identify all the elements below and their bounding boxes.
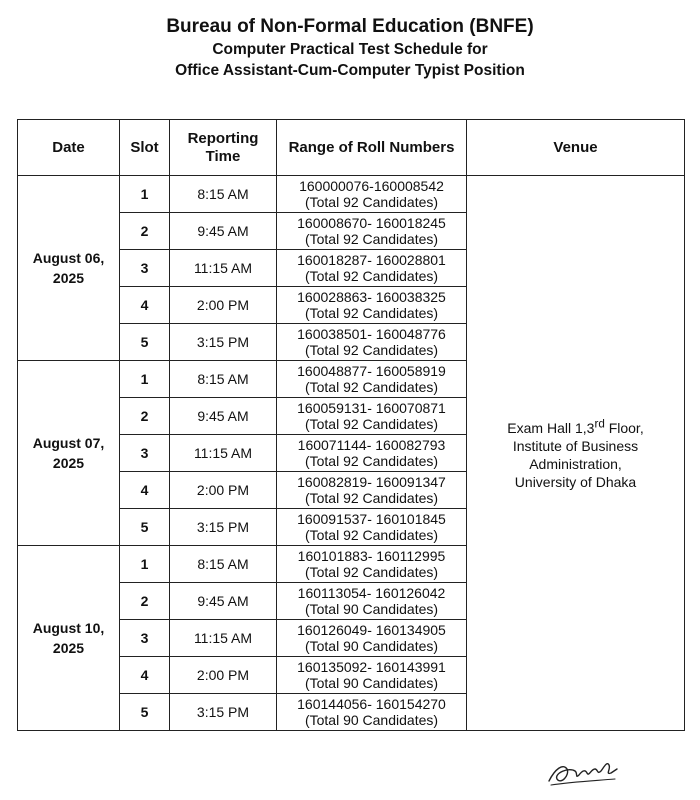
candidate-total: (Total 92 Candidates) xyxy=(304,416,439,432)
range-cell xyxy=(277,324,467,361)
time-cell: 2:00 PM xyxy=(170,287,277,324)
slot-cell: 3 xyxy=(120,620,170,657)
date-cell xyxy=(18,176,120,361)
column-header-reporting-time xyxy=(170,120,277,176)
venue-line3: Administration, xyxy=(529,455,622,472)
reporting-header-line1: Reporting xyxy=(187,129,259,147)
slot-cell: 1 xyxy=(120,546,170,583)
range-cell xyxy=(277,509,467,546)
range-cell xyxy=(277,361,467,398)
candidate-total: (Total 90 Candidates) xyxy=(304,638,439,654)
roll-range: 160101883- 160112995 xyxy=(297,548,446,564)
date-line2: 2025 xyxy=(52,455,85,471)
time-cell: 9:45 AM xyxy=(170,398,277,435)
roll-range: 160000076-160008542 xyxy=(299,178,444,194)
venue-line2: Institute of Business xyxy=(512,437,639,454)
date-line1: August 07, xyxy=(32,435,105,451)
signature-icon xyxy=(545,755,620,790)
column-header-date: Date xyxy=(18,120,120,176)
range-cell xyxy=(277,657,467,694)
time-cell: 9:45 AM xyxy=(170,583,277,620)
roll-range: 160038501- 160048776 xyxy=(297,326,446,342)
time-cell: 3:15 PM xyxy=(170,694,277,731)
date-line1: August 10, xyxy=(32,620,105,636)
date-line2: 2025 xyxy=(52,270,85,286)
venue-line4: University of Dhaka xyxy=(514,473,637,490)
time-cell: 11:15 AM xyxy=(170,620,277,657)
time-cell: 2:00 PM xyxy=(170,472,277,509)
document-subtitle-2: Office Assistant-Cum-Computer Typist Position xyxy=(175,62,525,79)
candidate-total: (Total 90 Candidates) xyxy=(304,601,439,617)
venue-cell xyxy=(467,176,685,731)
candidate-total: (Total 92 Candidates) xyxy=(304,342,439,358)
slot-cell: 3 xyxy=(120,250,170,287)
slot-cell: 1 xyxy=(120,361,170,398)
candidate-total: (Total 92 Candidates) xyxy=(304,379,439,395)
roll-range: 160028863- 160038325 xyxy=(297,289,446,305)
range-cell xyxy=(277,287,467,324)
range-cell xyxy=(277,583,467,620)
roll-range: 160018287- 160028801 xyxy=(297,252,446,268)
roll-range: 160144056- 160154270 xyxy=(297,696,446,712)
reporting-header-line2: Time xyxy=(205,147,241,165)
slot-cell: 4 xyxy=(120,287,170,324)
time-cell: 8:15 AM xyxy=(170,176,277,213)
time-cell: 8:15 AM xyxy=(170,361,277,398)
table-row xyxy=(18,176,685,213)
range-cell xyxy=(277,176,467,213)
slot-cell: 4 xyxy=(120,657,170,694)
candidate-total: (Total 92 Candidates) xyxy=(304,490,439,506)
range-cell xyxy=(277,250,467,287)
date-cell xyxy=(18,546,120,731)
range-cell xyxy=(277,546,467,583)
document-subtitle-1: Computer Practical Test Schedule for xyxy=(212,41,488,58)
range-cell xyxy=(277,694,467,731)
time-cell: 11:15 AM xyxy=(170,435,277,472)
venue-floor-suffix: rd xyxy=(594,417,605,431)
date-line1: August 06, xyxy=(32,250,105,266)
roll-range: 160082819- 160091347 xyxy=(297,474,446,490)
range-cell xyxy=(277,620,467,657)
roll-range: 160059131- 160070871 xyxy=(297,400,446,416)
slot-cell: 2 xyxy=(120,583,170,620)
column-header-slot: Slot xyxy=(120,120,170,176)
slot-cell: 5 xyxy=(120,324,170,361)
slot-cell: 2 xyxy=(120,213,170,250)
time-cell: 3:15 PM xyxy=(170,324,277,361)
date-cell xyxy=(18,361,120,546)
time-cell: 9:45 AM xyxy=(170,213,277,250)
candidate-total: (Total 92 Candidates) xyxy=(304,527,439,543)
roll-range: 160071144- 160082793 xyxy=(297,437,446,453)
range-cell xyxy=(277,435,467,472)
candidate-total: (Total 90 Candidates) xyxy=(304,712,439,728)
venue-line1 xyxy=(507,417,644,436)
roll-range: 160048877- 160058919 xyxy=(297,363,446,379)
range-cell xyxy=(277,398,467,435)
candidate-total: (Total 92 Candidates) xyxy=(304,231,439,247)
roll-range: 160113054- 160126042 xyxy=(297,585,446,601)
slot-cell: 2 xyxy=(120,398,170,435)
candidate-total: (Total 90 Candidates) xyxy=(304,675,439,691)
date-line2: 2025 xyxy=(52,640,85,656)
time-cell: 2:00 PM xyxy=(170,657,277,694)
range-cell xyxy=(277,472,467,509)
roll-range: 160008670- 160018245 xyxy=(297,215,446,231)
column-header-range: Range of Roll Numbers xyxy=(277,120,467,176)
time-cell: 3:15 PM xyxy=(170,509,277,546)
venue-floor: Floor, xyxy=(604,419,644,436)
document-title: Bureau of Non-Formal Education (BNFE) xyxy=(166,16,534,37)
candidate-total: (Total 92 Candidates) xyxy=(304,305,439,321)
time-cell: 11:15 AM xyxy=(170,250,277,287)
slot-cell: 3 xyxy=(120,435,170,472)
roll-range: 160091537- 160101845 xyxy=(297,511,446,527)
schedule-table xyxy=(17,119,685,731)
column-header-venue: Venue xyxy=(467,120,685,176)
candidate-total: (Total 92 Candidates) xyxy=(304,268,439,284)
candidate-total: (Total 92 Candidates) xyxy=(304,194,439,210)
slot-cell: 5 xyxy=(120,509,170,546)
slot-cell: 4 xyxy=(120,472,170,509)
venue-hall: Exam Hall 1,3 xyxy=(507,419,595,436)
table-header-row xyxy=(18,120,685,176)
candidate-total: (Total 92 Candidates) xyxy=(304,564,439,580)
time-cell: 8:15 AM xyxy=(170,546,277,583)
slot-cell: 5 xyxy=(120,694,170,731)
candidate-total: (Total 92 Candidates) xyxy=(304,453,439,469)
document-header xyxy=(0,14,700,81)
range-cell xyxy=(277,213,467,250)
roll-range: 160135092- 160143991 xyxy=(297,659,446,675)
roll-range: 160126049- 160134905 xyxy=(297,622,446,638)
slot-cell: 1 xyxy=(120,176,170,213)
